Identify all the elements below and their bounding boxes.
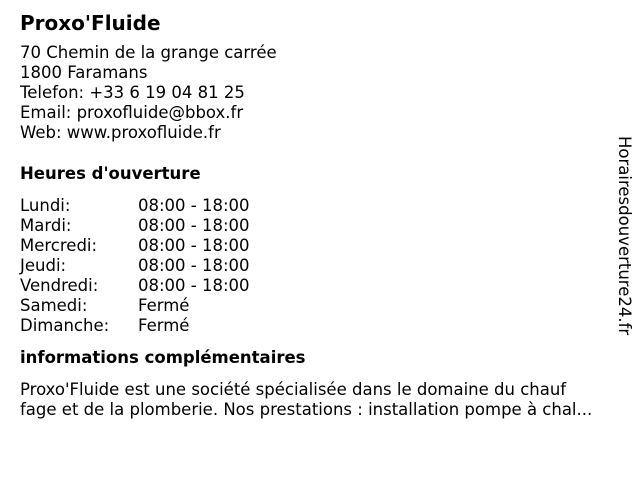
hours-row-tuesday (20, 216, 610, 236)
time-value: 08:00 - 18:00 (138, 196, 250, 215)
time-value: 08:00 - 18:00 (138, 276, 250, 295)
hours-row-monday (20, 196, 610, 216)
time-value: 08:00 - 18:00 (138, 256, 250, 275)
opening-hours-heading: Heures d'ouverture (20, 164, 201, 183)
hours-row-saturday (20, 296, 610, 316)
time-value: Fermé (138, 316, 190, 335)
day-label: Dimanche: (20, 316, 110, 335)
hours-row-wednesday (20, 236, 610, 256)
opening-hours-table (20, 196, 610, 336)
day-label: Samedi: (20, 296, 88, 315)
address-city: 1800 Faramans (20, 63, 148, 82)
time-value: 08:00 - 18:00 (138, 236, 250, 255)
business-card (20, 10, 610, 420)
hours-row-friday (20, 276, 610, 296)
time-value: 08:00 - 18:00 (138, 216, 250, 235)
day-label: Mardi: (20, 216, 72, 235)
time-value: Fermé (138, 296, 190, 315)
phone-text: Telefon: +33 6 19 04 81 25 (20, 83, 245, 102)
day-label: Vendredi: (20, 276, 99, 295)
additional-info-heading: informations complémentaires (20, 348, 306, 367)
hours-row-sunday (20, 316, 610, 336)
address-street: 70 Chemin de la grange carrée (20, 43, 277, 62)
day-label: Mercredi: (20, 236, 98, 255)
day-label: Lundi: (20, 196, 71, 215)
site-watermark: Horairesdouverture24.fr (615, 136, 634, 336)
description-line-2: fage et de la plomberie. Nos prestations : installation pompe à chal... (20, 400, 593, 419)
day-label: Jeudi: (20, 256, 67, 275)
website-text: Web: www.proxofluide.fr (20, 123, 221, 142)
email-text: Email: proxofluide@bbox.fr (20, 103, 244, 122)
description-line-1: Proxo'Fluide est une société spécialisée dans le domaine du chauf (20, 380, 567, 399)
business-name: Proxo'Fluide (20, 11, 161, 35)
hours-row-thursday (20, 256, 610, 276)
